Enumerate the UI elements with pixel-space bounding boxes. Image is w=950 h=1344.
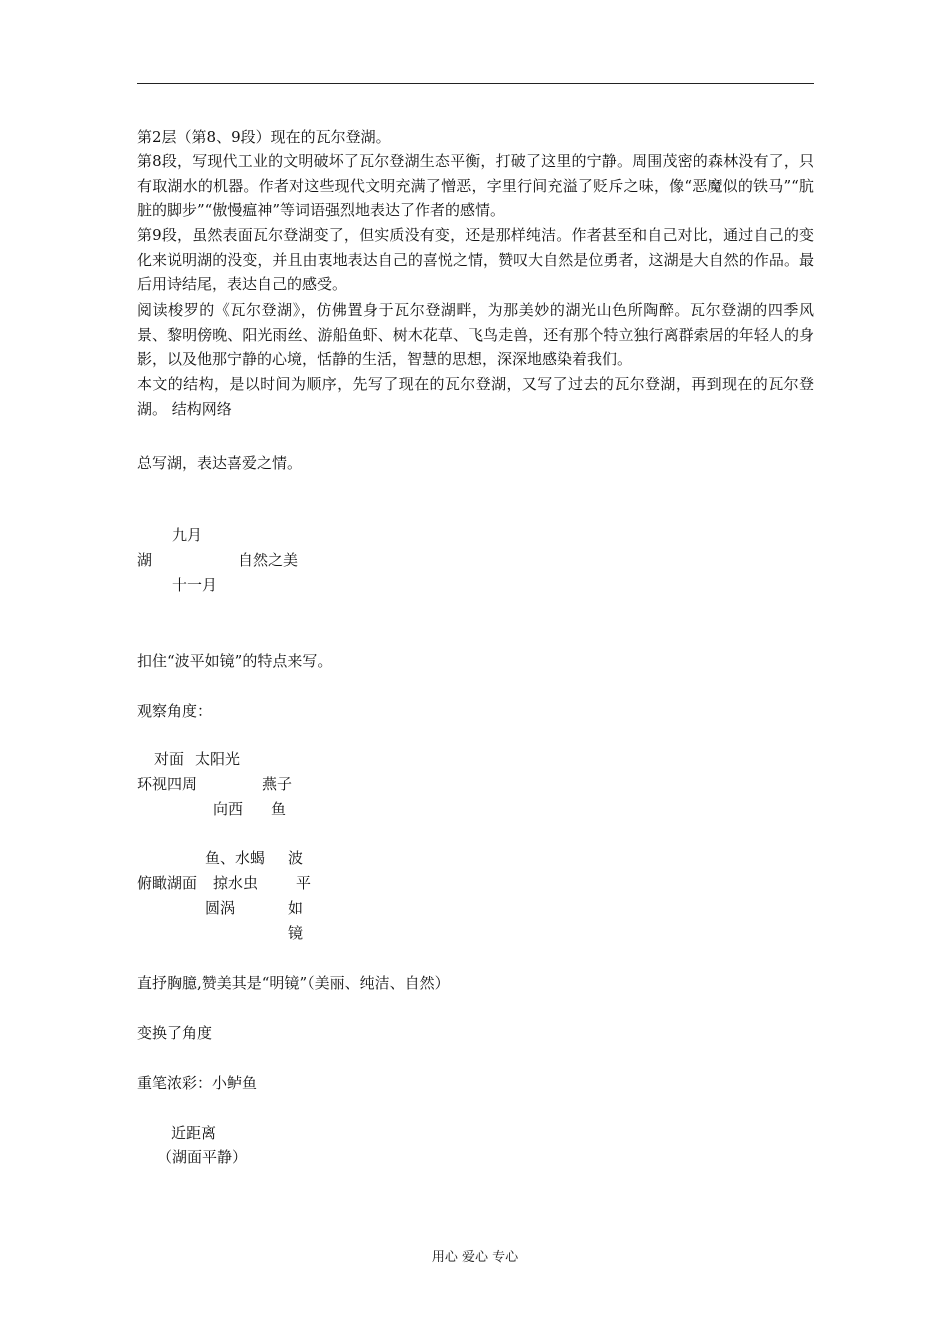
outline-water-bug: 掠水虫 (213, 874, 259, 892)
reading-reflection: 阅读梭罗的《瓦尔登湖》，仿佛置身于瓦尔登湖畔，为那美妙的湖光山色所陶醉。瓦尔登湖的四季风景、黎明傍晚、阳光雨丝、游船鱼虾、树木花草、飞鸟走兽，还有那个特立独行离群索居的年轻人的身影，以及他那宁静的心境，恬静的生活，智慧的思想，深深地感染着我们。 (137, 301, 814, 368)
outline-opposite: 对面 (154, 750, 185, 768)
outline-sunlight: 太阳光 (195, 750, 241, 768)
outline-overlook: 俯瞰湖面 (137, 874, 198, 892)
outline-angle-label: 观察角度： (137, 702, 213, 720)
outline-swallow: 燕子 (262, 775, 293, 793)
layer2-heading: 第2层（第8、9段）现在的瓦尔登湖。 (137, 128, 391, 146)
outline-whirlpool: 圆涡 (205, 899, 236, 917)
outline-fish-scorpion: 鱼、水蝎 (205, 849, 266, 867)
paragraph-9-analysis: 第9段，虽然表面瓦尔登湖变了，但实质没有变，还是那样纯洁。作者甚至和自己对比，通过自己的变化来说明湖的没变，并且由衷地表达自己的喜悦之情，赞叹大自然是位勇者，这湖是大自然的作品。最后用诗结尾，表达自己的感受。 (137, 226, 814, 293)
outline-westward: 向西 (213, 800, 244, 818)
outline-calm-surface: （湖面平静） (157, 1148, 248, 1166)
outline-wave-char-1: 波 (288, 849, 304, 867)
outline-change-angle: 变换了角度 (137, 1024, 213, 1042)
paragraph-8-analysis: 第8段，写现代工业的文明破坏了瓦尔登湖生态平衡，打破了这里的宁静。周围茂密的森林没有了，只有取湖水的机器。作者对这些现代文明充满了憎恶，字里行间充溢了贬斥之味，像“恶魔似的铁马”“肮脏的脚步”“傲慢瘟神”等词语强烈地表达了作者的感情。 (137, 152, 814, 219)
outline-look-around: 环视四周 (137, 775, 198, 793)
outline-close-range: 近距离 (171, 1124, 217, 1142)
structure-paragraph: 本文的结构，是以时间为顺序，先写了现在的瓦尔登湖，又写了过去的瓦尔登湖，再到现在的瓦尔登湖。 结构网络 (137, 375, 814, 418)
outline-september: 九月 (172, 526, 203, 544)
outline-natural-beauty: 自然之美 (238, 551, 299, 569)
outline-lake: 湖 (137, 551, 153, 569)
outline-wave-char-4: 镜 (288, 924, 304, 942)
outline-direct-praise: 直抒胸臆,赞美其是“明镜”（美丽、纯洁、自然） (137, 974, 450, 992)
outline-heavy-brush: 重笔浓彩：小鲈鱼 (137, 1074, 258, 1092)
header-rule (137, 83, 814, 84)
page-footer: 用心 爱心 专心 (431, 1250, 519, 1265)
outline-november: 十一月 (172, 576, 218, 594)
outline-general: 总写湖，表达喜爱之情。 (137, 454, 303, 472)
outline-wave-char-3: 如 (288, 899, 304, 917)
outline-wave-char-2: 平 (296, 874, 312, 892)
outline-fish: 鱼 (271, 800, 287, 818)
outline-mirror-feature: 扣住“波平如镜”的特点来写。 (137, 652, 333, 670)
